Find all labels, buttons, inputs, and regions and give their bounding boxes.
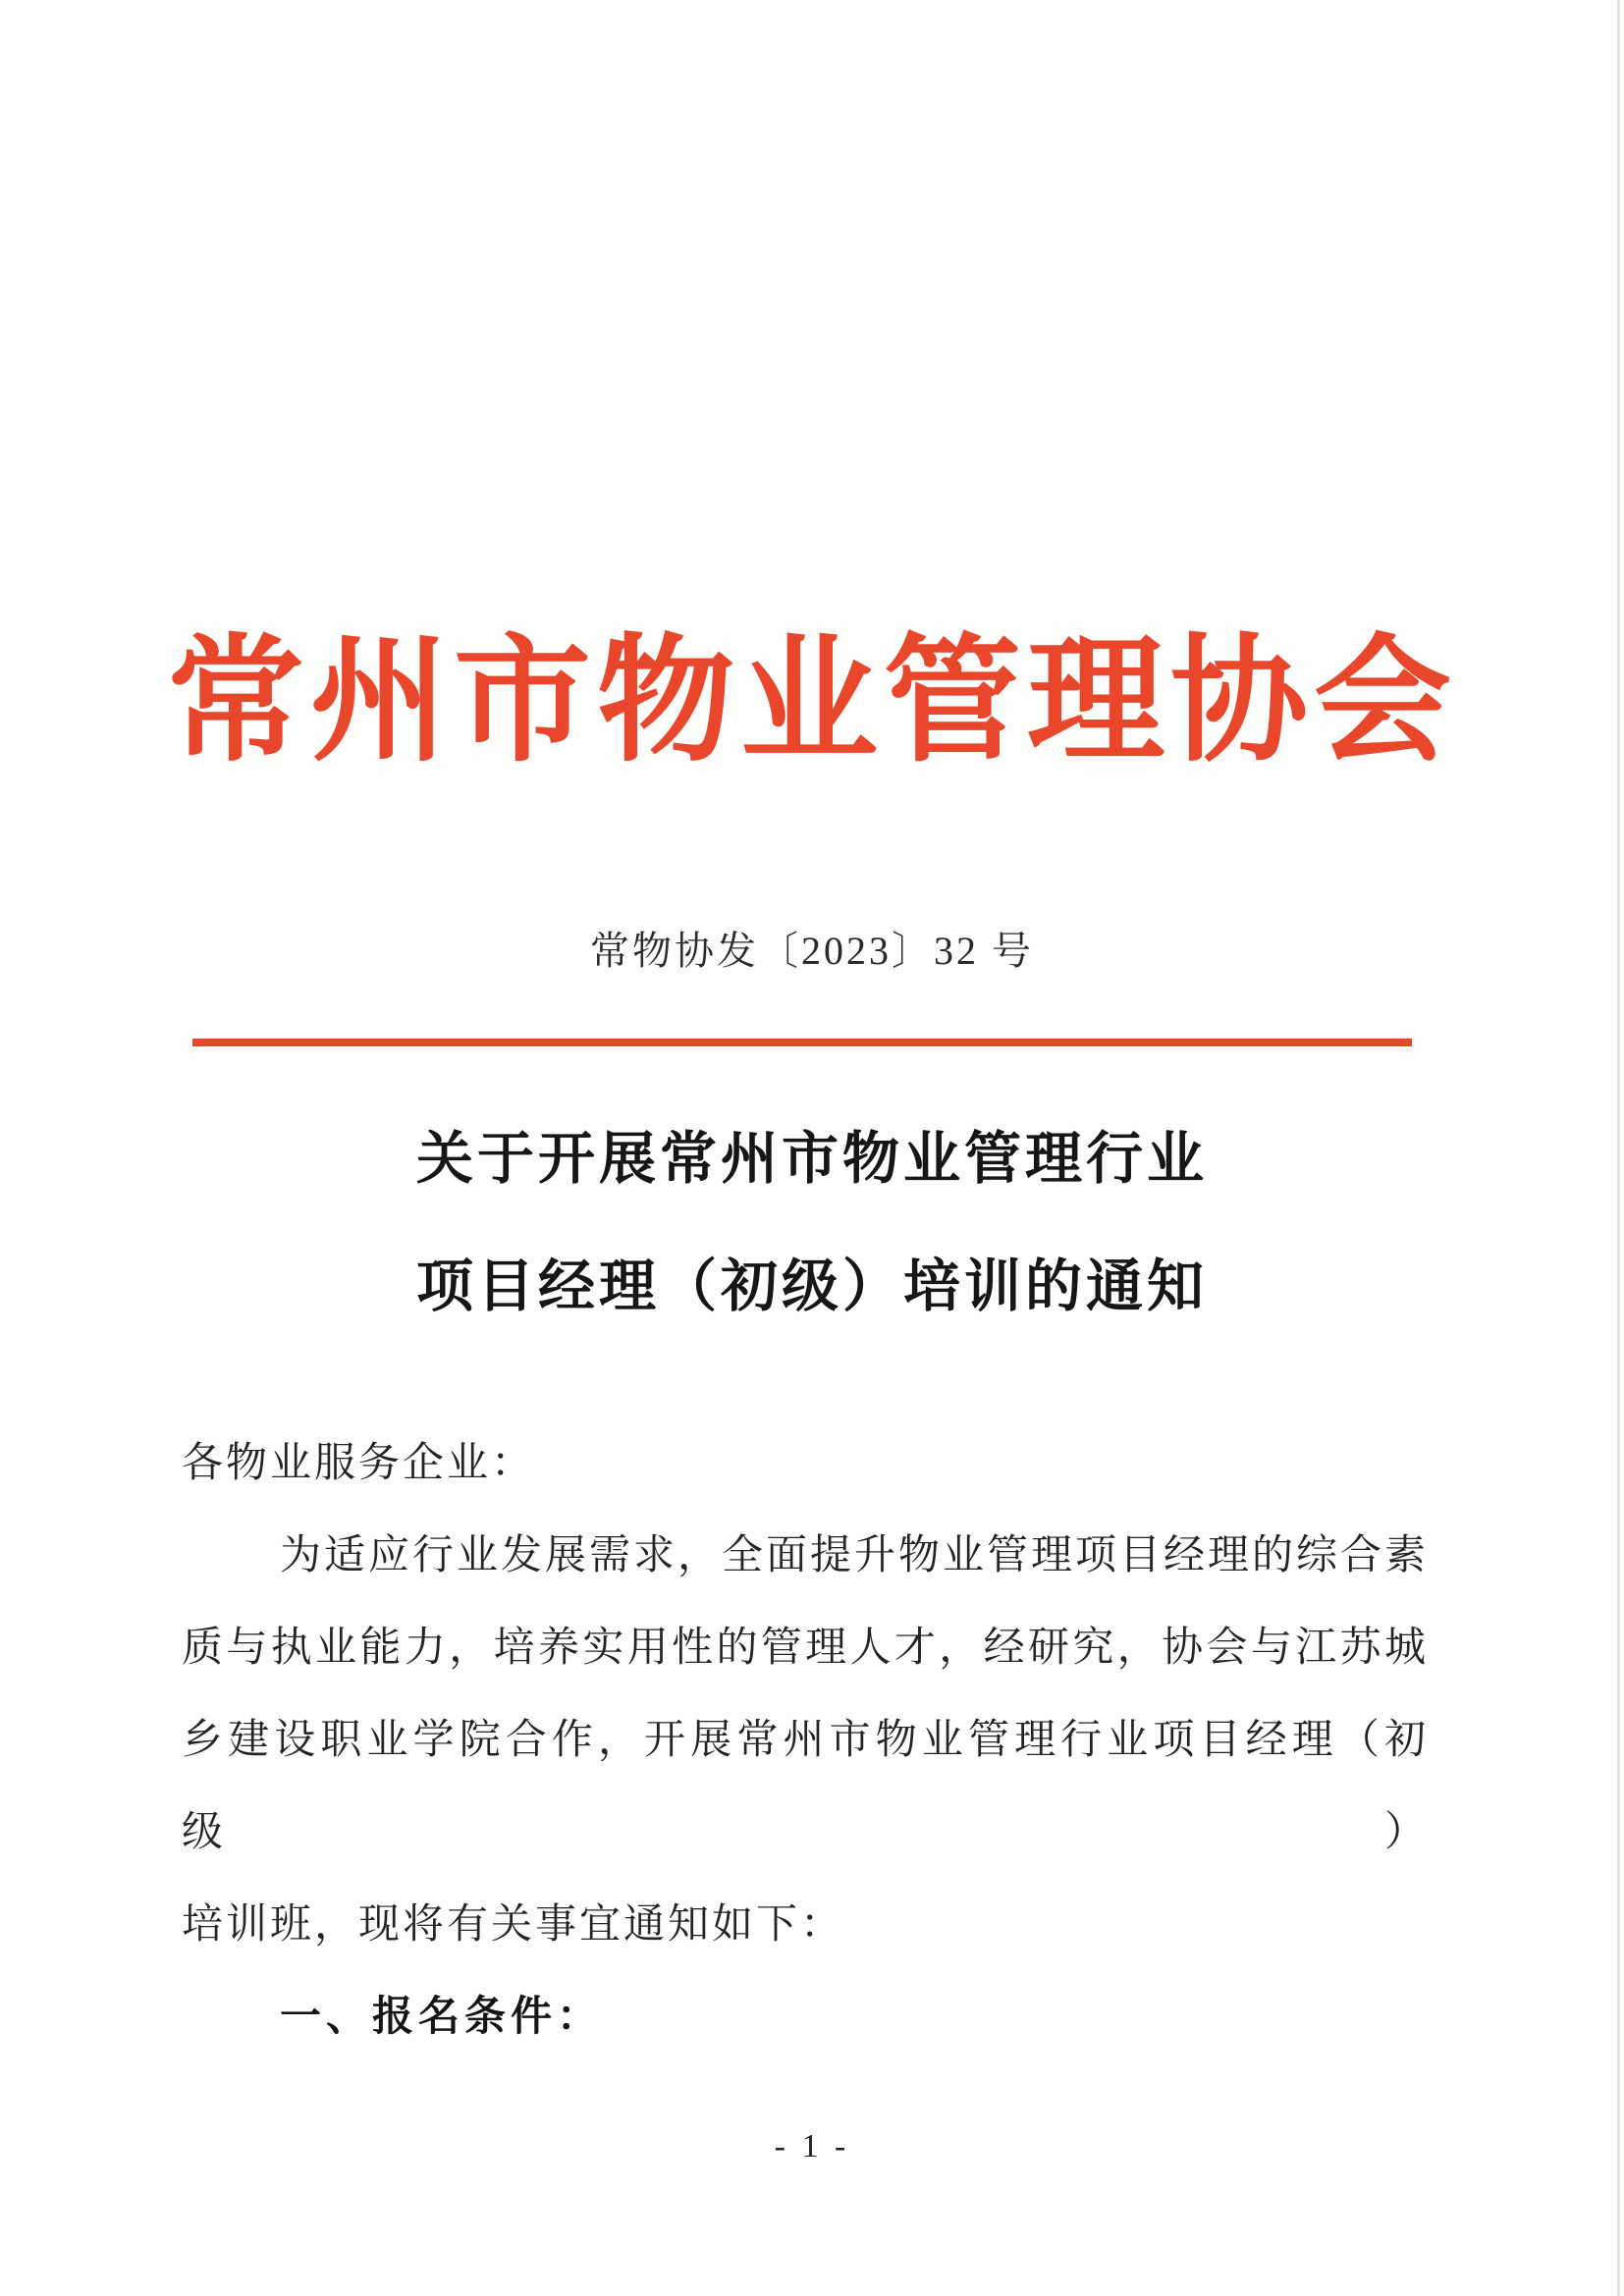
section-heading-enrollment-conditions: 一、报名条件：: [280, 1995, 604, 2040]
document-title-line-1: 关于开展常州市物业管理行业: [415, 1127, 1208, 1191]
document-number: 常物协发〔2023〕32 号: [590, 929, 1034, 973]
salutation-line: 各物业服务企业：: [182, 1441, 536, 1486]
paragraph-line: 乡建设职业学院合作，开展常州市物业管理行业项目经理（初级）: [182, 1718, 1429, 1855]
organization-title: 常州市物业管理协会: [166, 620, 1457, 781]
document-title-line-2: 项目经理（初级）培训的通知: [415, 1255, 1208, 1318]
red-divider-rule: [192, 1039, 1412, 1046]
document-title: [0, 1095, 1624, 1351]
paragraph-line: 为适应行业发展需求，全面提升物业管理项目经理的综合素: [280, 1533, 1430, 1578]
paragraph-line: 培训班，现将有关事宜通知如下：: [182, 1902, 845, 1948]
paragraph-line: 质与执业能力，培养实用性的管理人才，经研究，协会与江苏城: [182, 1626, 1429, 1671]
page-number: - 1 -: [774, 2128, 850, 2164]
document-body: [182, 1417, 1429, 2063]
